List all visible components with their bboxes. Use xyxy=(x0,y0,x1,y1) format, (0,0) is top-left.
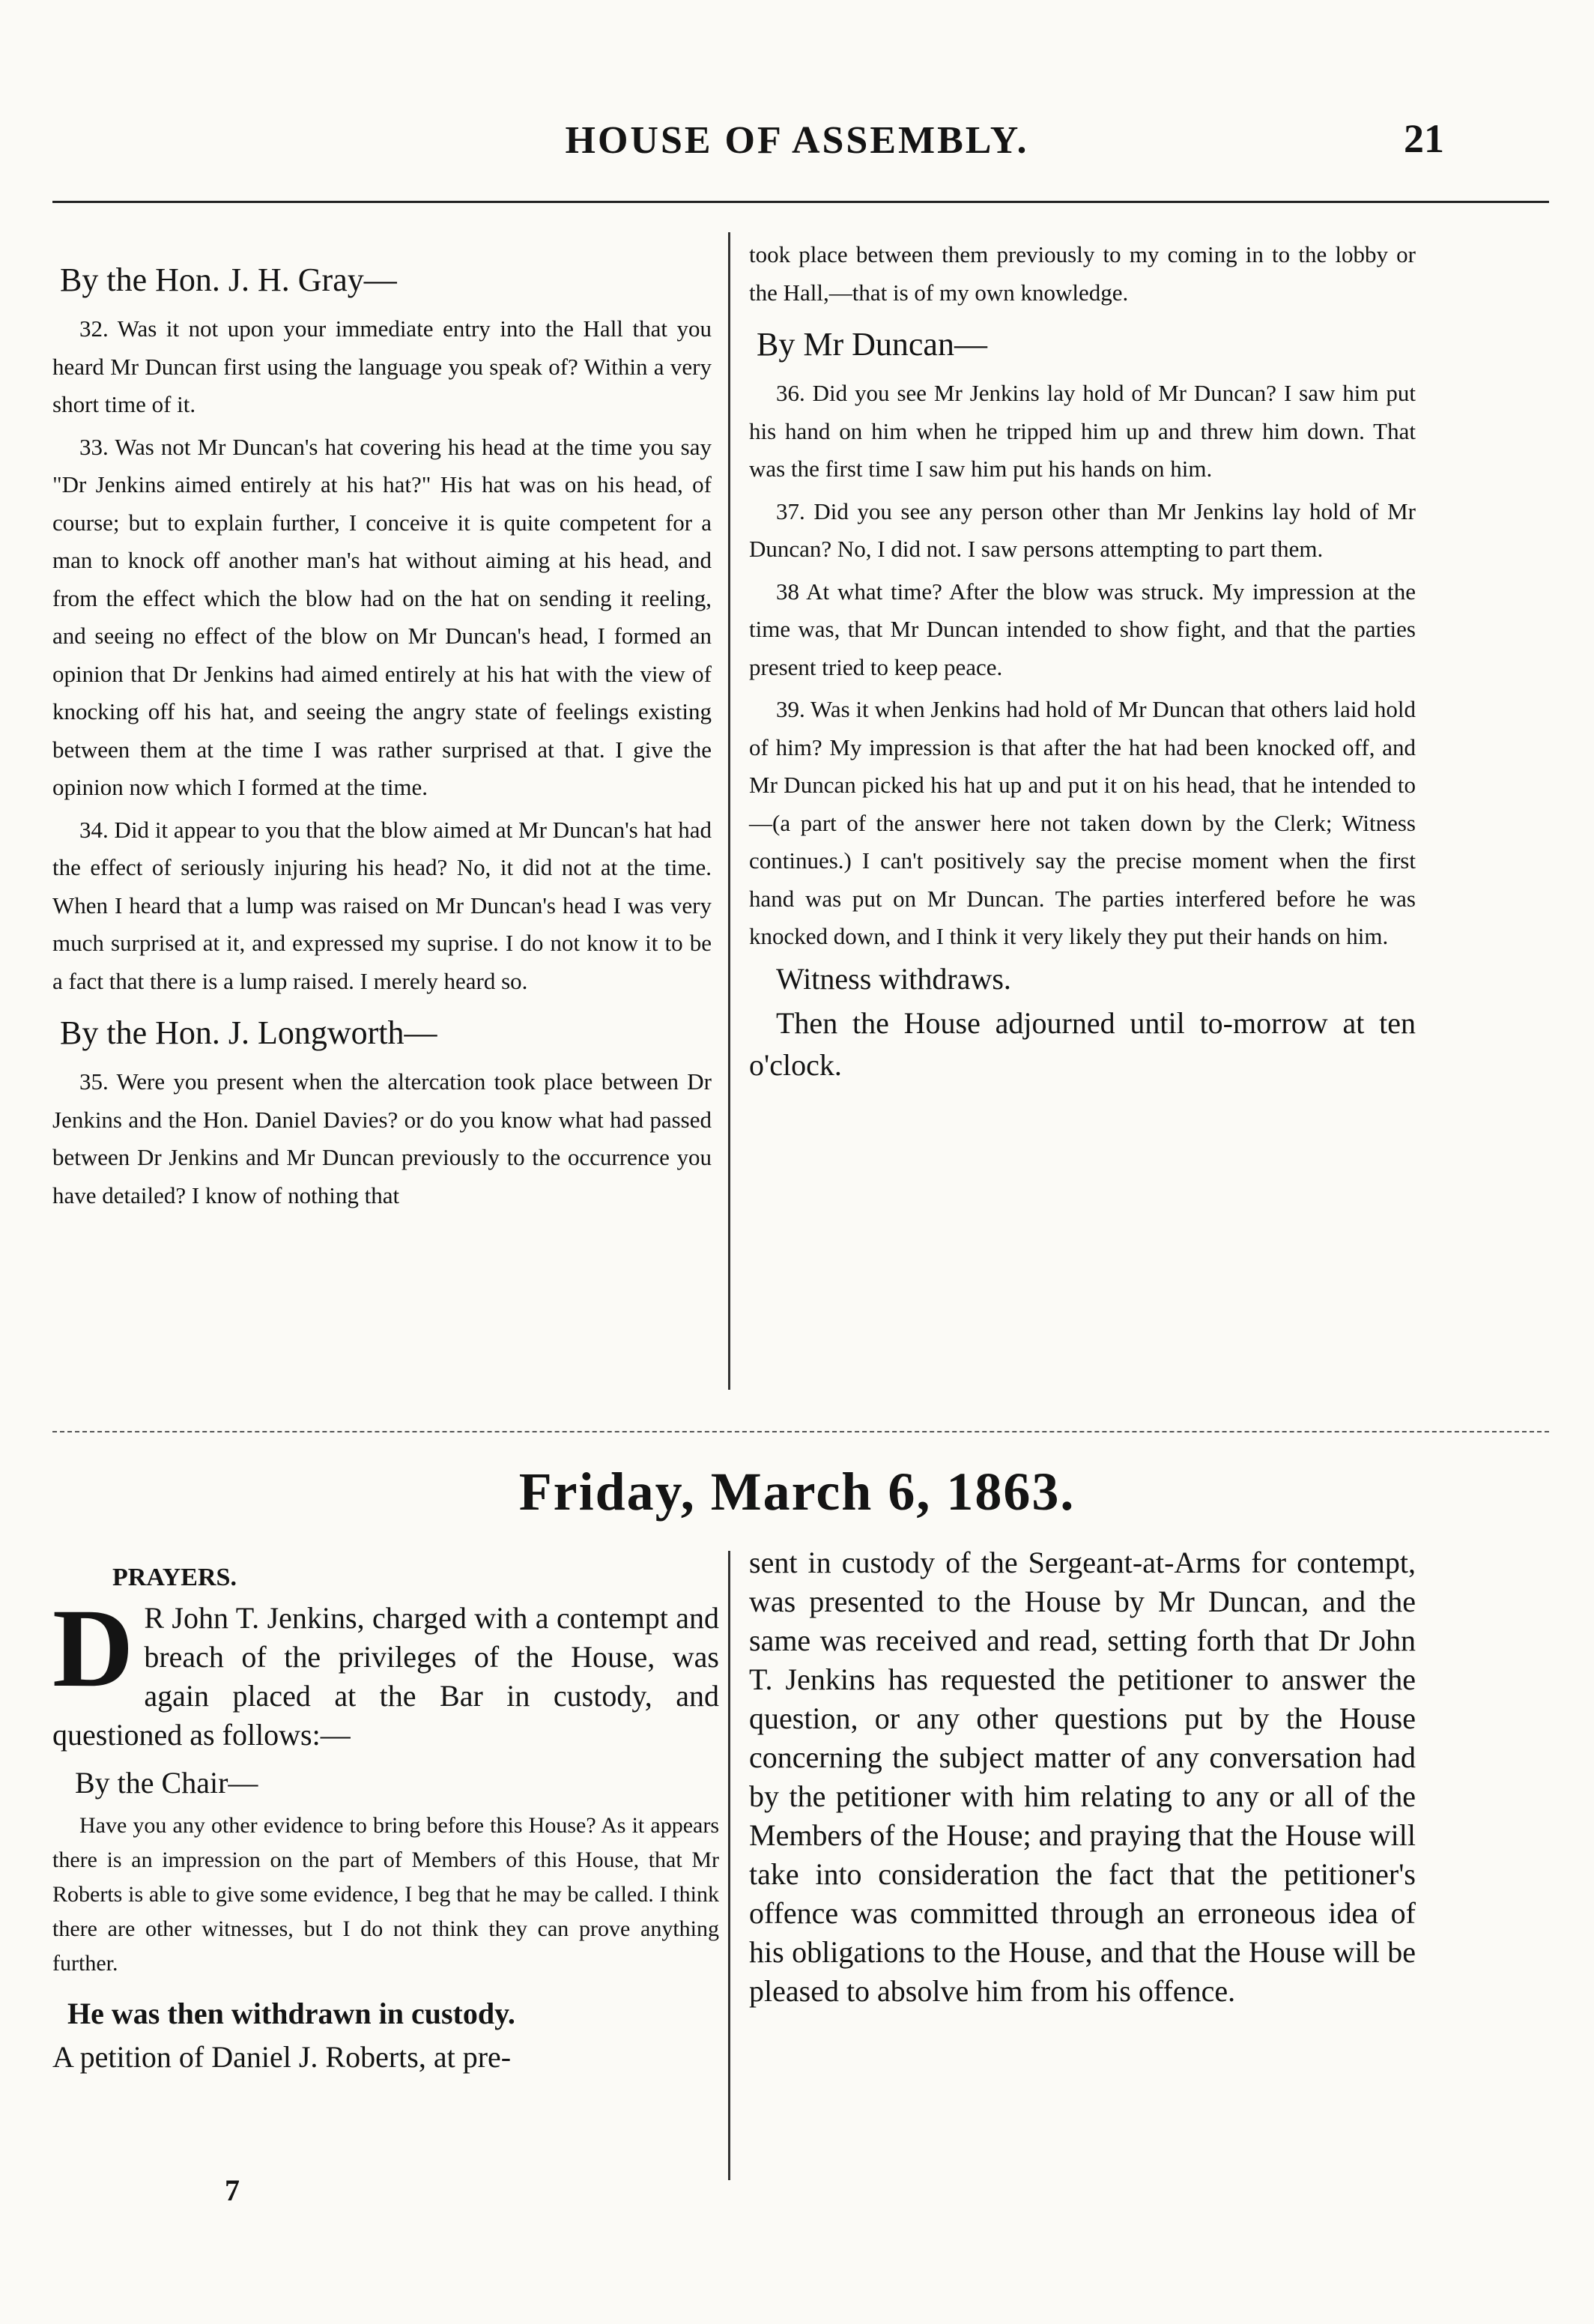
speaker-heading: By Mr Duncan— xyxy=(757,326,987,363)
question-35-continued: took place between them previously to my coming in to the lobby or the Hall,—that is of my own knowledge. xyxy=(749,241,1416,306)
opening-paragraph: R John T. Jenkins, charged with a contempt and breach of the privileges of the House, was again placed at the Bar in custody, and questioned as follows:— xyxy=(52,1601,719,1752)
question-35: 35. Were you present when the altercation took place between Dr Jenkins and the Hon. Daniel Davies? or do you know what had passed between Dr Jenkins and Mr Duncan previously to the occurrence you have detailed? I know of nothing that xyxy=(52,1068,712,1208)
header-rule xyxy=(52,201,1549,203)
running-head: HOUSE OF ASSEMBLY. xyxy=(565,119,1029,162)
adjournment-note: Then the House adjourned until to-morrow at ten o'clock. xyxy=(749,1006,1416,1082)
column-divider xyxy=(728,1551,730,2180)
withdrawn-note: He was then withdrawn in custody. xyxy=(67,1997,515,2030)
column-divider xyxy=(728,232,730,1390)
section-rule xyxy=(52,1431,1549,1432)
witness-withdraws: Witness withdraws. xyxy=(776,961,1011,996)
question-33: 33. Was not Mr Duncan's hat covering his head at the time you say "Dr Jenkins aimed entirely at his hat?" His hat was on his head, of course; but to explain further, I conceive it is quite competent for a man to knock off another man's hat without aiming at his head, and from the effect which the blow had on the hat on sending it reeling, and seeing no effect of the blow on Mr Duncan's head, I formed an opinion that Dr Jenkins had aimed entirely at his hat with the view of knocking off his hat, and seeing the angry state of feelings existing between them at the time I was rather surprised at that. I give the opinion now which I formed at the time. xyxy=(52,433,712,800)
question-38: 38 At what time? After the blow was struck. My impression at the time was, that Mr Duncan intended to show fight, and that the parties present tried to keep peace. xyxy=(749,578,1416,680)
page-header xyxy=(0,112,1594,172)
question-32: 32. Was it not upon your immediate entry into the Hall that you heard Mr Duncan first using the language you speak of? Within a very short time of it. xyxy=(52,315,712,417)
petition-continued: sent in custody of the Sergeant-at-Arms for contempt, was presented to the House by Mr Duncan, and the same was received and read, setting forth that Dr John T. Jenkins has requested the petitioner to answer the question, or any other questions put by the House concerning the subject matter of any conversation had by the petitioner with him relating to any or all of the Members of the House; and praying that the House will take into consideration the fact that the petitioner's offence was committed through an erroneous idea of his obligations to the House, and that the House will be pleased to absolve him from his offence. xyxy=(749,1546,1416,2008)
left-column xyxy=(52,247,712,1219)
chair-question: Have you any other evidence to bring before this House? As it appears there is an impression on the part of Members of this House, that Mr Roberts is able to give some evidence, I beg that he may be called. I think there are other witnesses, but I do not think they can prove anything further. xyxy=(52,1813,719,1976)
prayers-heading: PRAYERS. xyxy=(112,1564,237,1591)
speaker-heading: By the Hon. J. H. Gray— xyxy=(60,261,397,298)
question-37: 37. Did you see any person other than Mr Jenkins lay hold of Mr Duncan? No, I did not. I saw persons attempting to part them. xyxy=(749,497,1416,562)
page-number: 21 xyxy=(1404,116,1444,161)
lower-left-column xyxy=(52,1558,719,2081)
lower-right-column xyxy=(749,1543,1416,2015)
petition-start: A petition of Daniel J. Roberts, at pre- xyxy=(52,2040,512,2074)
right-column xyxy=(749,236,1416,1091)
date-heading: Friday, March 6, 1863. xyxy=(518,1462,1076,1522)
speaker-heading: By the Chair— xyxy=(75,1766,258,1800)
drop-cap: D xyxy=(52,1586,134,1710)
question-34: 34. Did it appear to you that the blow aimed at Mr Duncan's hat had the effect of seriously injuring his head? No, it did not at the time. When I heard that a lump was raised on Mr Duncan's head I was very much surprised at it, and expressed my suprise. I do not know it to be a fact that there is a lump raised. I merely heard so. xyxy=(52,816,712,994)
speaker-heading: By the Hon. J. Longworth— xyxy=(60,1014,437,1051)
question-36: 36. Did you see Mr Jenkins lay hold of Mr Duncan? I saw him put his hand on him when he tripped him up and threw him down. That was the first time I saw him put his hands on him. xyxy=(749,380,1416,482)
signature-mark: 7 xyxy=(225,2173,240,2207)
question-39: 39. Was it when Jenkins had hold of Mr Duncan that others laid hold of him? My impression is that after the hat had been knocked off, and Mr Duncan picked his hat up and put it on his head, that he intended to—(a part of the answer here not taken down by the Clerk; Witness continues.) I can't positively say the precise moment when the first hand was put on Mr Duncan. The parties interfered before he was knocked down, and I think it very likely they put their hands on him. xyxy=(749,696,1416,949)
